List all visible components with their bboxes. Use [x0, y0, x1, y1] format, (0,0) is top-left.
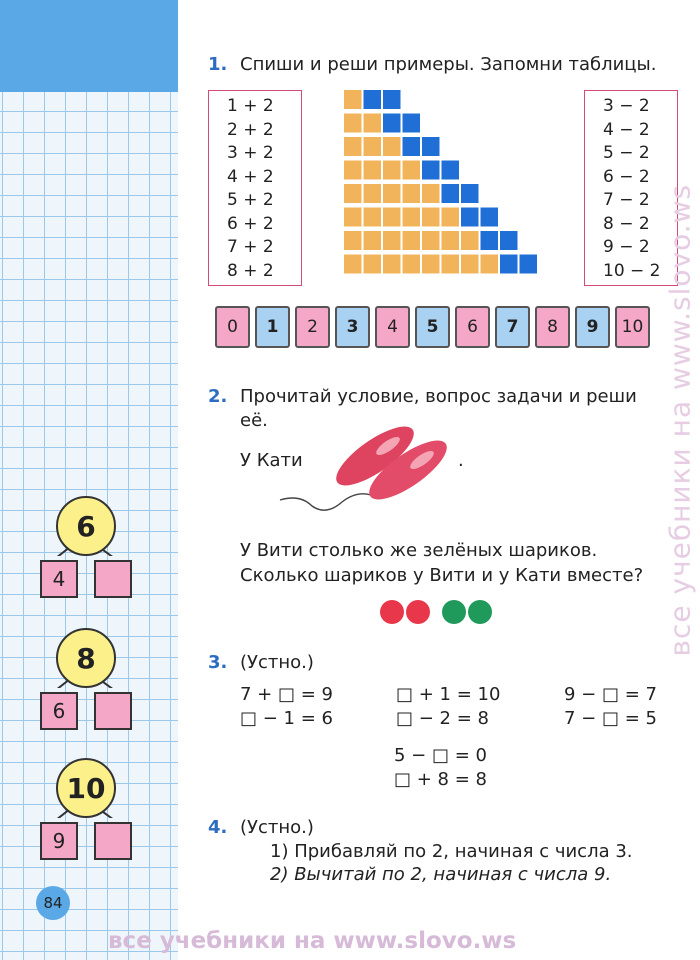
- task1-text: Спиши и реши примеры. Запомни таблицы.: [240, 54, 657, 75]
- equation: 7 − □ = 5: [564, 708, 657, 729]
- blue-block: [500, 255, 518, 274]
- blue-block: [403, 137, 421, 156]
- number-tree-8: [36, 628, 136, 728]
- orange-block: [383, 255, 401, 274]
- example: 9 − 2: [603, 237, 650, 257]
- left-examples-frame: [208, 90, 302, 286]
- tree-top: 6: [56, 496, 116, 556]
- orange-block: [403, 208, 421, 227]
- example: 3 + 2: [227, 143, 274, 163]
- orange-block: [403, 184, 421, 203]
- orange-block: [383, 161, 401, 180]
- example: 5 + 2: [227, 190, 274, 210]
- katya-label: У Кати: [240, 450, 303, 471]
- number-tile: 3: [335, 306, 370, 348]
- number-tile: 2: [295, 306, 330, 348]
- blue-block: [520, 255, 538, 274]
- bottom-watermark: все учебники на www.slovo.ws: [108, 928, 517, 954]
- tree-left-box: 4: [40, 560, 78, 598]
- number-tile: 9: [575, 306, 610, 348]
- orange-block: [383, 208, 401, 227]
- orange-block: [422, 255, 440, 274]
- green-ball-2: [468, 600, 492, 624]
- tree-right-box: [94, 822, 132, 860]
- number-tile: 7: [495, 306, 530, 348]
- number-tile: 1: [255, 306, 290, 348]
- number-tile: 6: [455, 306, 490, 348]
- task2-line1: Прочитай условие, вопрос задачи и реши: [240, 386, 637, 407]
- orange-block: [422, 231, 440, 250]
- task4-label: (Устно.): [240, 817, 314, 838]
- blue-block: [422, 161, 440, 180]
- example: 4 − 2: [603, 119, 650, 140]
- orange-block: [364, 137, 382, 156]
- number-tree-6: [36, 496, 136, 596]
- tree-top: 10: [56, 758, 116, 818]
- orange-block: [364, 231, 382, 250]
- blue-block: [364, 90, 382, 109]
- blue-block: [481, 231, 499, 250]
- orange-block: [422, 208, 440, 227]
- orange-block: [383, 137, 401, 156]
- example: 8 + 2: [227, 260, 274, 281]
- equation: □ − 1 = 6: [240, 708, 333, 729]
- number-tile: 0: [215, 306, 250, 348]
- task3-number: 3.: [208, 652, 228, 673]
- equation: 5 − □ = 0: [394, 745, 487, 766]
- example: 1 + 2: [227, 96, 274, 116]
- task1-number: 1.: [208, 54, 228, 75]
- blue-block: [500, 231, 518, 250]
- orange-block: [442, 208, 460, 227]
- orange-block: [364, 184, 382, 203]
- blue-block: [403, 114, 421, 133]
- orange-block: [344, 90, 362, 109]
- task2-number: 2.: [208, 386, 228, 407]
- orange-block: [403, 161, 421, 180]
- example: 3 − 2: [603, 96, 650, 116]
- blue-block: [383, 90, 401, 109]
- vitya-line1: У Вити столько же зелёных шариков.: [240, 540, 598, 561]
- sidebar-grid: [0, 0, 178, 960]
- orange-block: [442, 255, 460, 274]
- orange-block: [383, 231, 401, 250]
- page-number: 84: [36, 886, 70, 920]
- number-tile: 10: [615, 306, 650, 348]
- orange-block: [344, 161, 362, 180]
- task4-item1: 1) Прибавляй по 2, начиная с числа 3.: [270, 841, 633, 862]
- orange-block: [481, 255, 499, 274]
- task4-number: 4.: [208, 817, 228, 838]
- vitya-line2: Сколько шариков у Вити и у Кати вместе?: [240, 565, 644, 586]
- blue-block: [383, 114, 401, 133]
- blue-block: [461, 184, 479, 203]
- tree-left-box: 9: [40, 822, 78, 860]
- orange-block: [422, 184, 440, 203]
- blue-block: [422, 137, 440, 156]
- blue-block: [442, 161, 460, 180]
- red-ball-2: [406, 600, 430, 624]
- corner-block: [0, 0, 178, 92]
- tree-right-box: [94, 560, 132, 598]
- orange-block: [383, 184, 401, 203]
- tree-left-box: 6: [40, 692, 78, 730]
- orange-block: [344, 231, 362, 250]
- example: 4 + 2: [227, 166, 274, 187]
- example: 7 + 2: [227, 237, 274, 257]
- orange-block: [403, 255, 421, 274]
- orange-block: [344, 208, 362, 227]
- equation: □ + 1 = 10: [396, 684, 501, 705]
- block-staircase-illustration: [344, 90, 544, 290]
- orange-block: [364, 255, 382, 274]
- orange-block: [344, 255, 362, 274]
- example: 6 + 2: [227, 213, 274, 234]
- orange-block: [364, 161, 382, 180]
- equation: □ − 2 = 8: [396, 708, 489, 729]
- red-ball-1: [380, 600, 404, 624]
- task3-label: (Устно.): [240, 652, 314, 673]
- number-tile: 4: [375, 306, 410, 348]
- balloons-illustration: [270, 414, 470, 524]
- task2-line2: её.: [240, 410, 268, 431]
- example: 7 − 2: [603, 190, 650, 210]
- orange-block: [442, 231, 460, 250]
- orange-block: [344, 184, 362, 203]
- equation: □ + 8 = 8: [394, 769, 487, 790]
- example: 2 + 2: [227, 119, 274, 140]
- green-ball-1: [442, 600, 466, 624]
- example: 6 − 2: [603, 166, 650, 187]
- blue-block: [442, 184, 460, 203]
- orange-block: [364, 114, 382, 133]
- task4-item2: 2) Вычитай по 2, начиная с числа 9.: [270, 864, 612, 885]
- blue-block: [481, 208, 499, 227]
- equation: 9 − □ = 7: [564, 684, 657, 705]
- number-tile: 8: [535, 306, 570, 348]
- katya-dot: .: [458, 450, 464, 471]
- example: 10 − 2: [603, 260, 661, 281]
- orange-block: [403, 231, 421, 250]
- main-content: [182, 0, 700, 960]
- tree-right-box: [94, 692, 132, 730]
- orange-block: [461, 255, 479, 274]
- tree-top: 8: [56, 628, 116, 688]
- equation: 7 + □ = 9: [240, 684, 333, 705]
- orange-block: [364, 208, 382, 227]
- number-line: [215, 306, 650, 348]
- orange-block: [344, 114, 362, 133]
- number-tree-10: [36, 758, 136, 858]
- example: 5 − 2: [603, 143, 650, 163]
- vertical-watermark: все учебники на www.slovo.ws: [663, 183, 697, 657]
- orange-block: [344, 137, 362, 156]
- example: 8 − 2: [603, 213, 650, 234]
- blue-block: [461, 208, 479, 227]
- orange-block: [461, 231, 479, 250]
- number-tile: 5: [415, 306, 450, 348]
